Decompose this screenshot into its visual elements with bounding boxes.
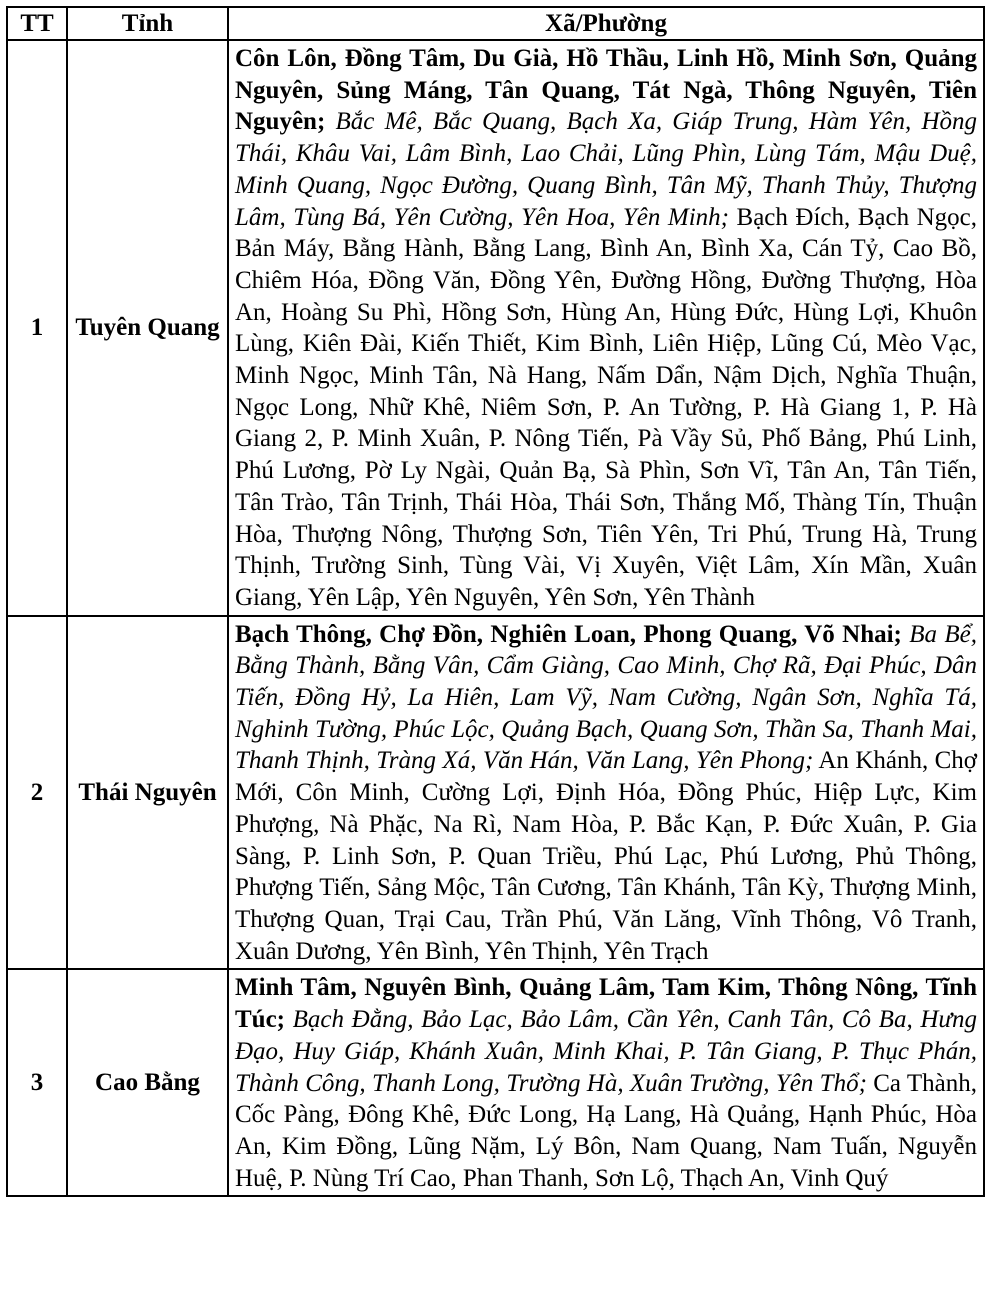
- row-number: 1: [7, 40, 67, 616]
- wards-normal: Ca Thành, Cốc Pàng, Đông Khê, Đức Long, Hạ Lang, Hà Quảng, Hạnh Phúc, Hòa An, Kim Đồng, Lũng Nặm, Lý Bôn, Nam Quang, Nam Tuấn, Nguyễn Huệ, P. Nùng Trí Cao, Phan Thanh, Sơn Lộ, Thạch An, Vinh Quý: [235, 1069, 978, 1192]
- table-row: [7, 40, 984, 616]
- wards-italic: Ba Bể, Bằng Thành, Bằng Vân, Cẩm Giàng, Cao Minh, Chợ Rã, Đại Phúc, Dân Tiến, Đồng Hỷ, La Hiên, Lam Vỹ, Nam Cường, Ngân Sơn, Nghĩa Tá, Nghinh Tường, Phúc Lộc, Quảng Bạch, Quang Sơn, Thần Sa, Thanh Mai, Thanh Thịnh, Tràng Xá, Văn Hán, Văn Lang, Yên Phong;: [235, 620, 978, 775]
- wards-table: [6, 6, 985, 1197]
- wards-normal: An Khánh, Chợ Mới, Côn Minh, Cường Lợi, Định Hóa, Đồng Phúc, Hiệp Lực, Kim Phượng, Nà Phặc, Na Rì, Nam Hòa, P. Bắc Kạn, P. Đức Xuân, P. Gia Sàng, P. Linh Sơn, P. Quan Triều, Phú Lạc, Phú Lương, Phủ Thông, Phượng Tiến, Sảng Mộc, Tân Cương, Tân Khánh, Tân Kỳ, Thượng Minh, Thượng Quan, Trại Cau, Trần Phú, Văn Lăng, Vĩnh Thông, Vô Tranh, Xuân Dương, Yên Bình, Yên Thịnh, Yên Trạch: [235, 747, 977, 965]
- header-wards: Xã/Phường: [228, 7, 984, 40]
- wards-bold: Côn Lôn, Đồng Tâm, Du Già, Hồ Thầu, Linh Hồ, Minh Sơn, Quảng Nguyên, Sủng Máng, Tân Quang, Tát Ngà, Thông Nguyên, Tiên Nguyên;: [235, 45, 977, 136]
- wards-italic: Bắc Mê, Bắc Quang, Bạch Xa, Giáp Trung, Hàm Yên, Hồng Thái, Khâu Vai, Lâm Bình, Lao Chải, Lũng Phìn, Lùng Tám, Mậu Duệ, Minh Quang, Ngọc Đường, Quang Bình, Tân Mỹ, Thanh Thủy, Thượng Lâm, Tùng Bá, Yên Cường, Yên Hoa, Yên Minh;: [235, 108, 978, 231]
- province-name: Cao Bằng: [67, 969, 228, 1196]
- wards-cell: [228, 616, 984, 970]
- table-row: [7, 616, 984, 970]
- header-province: Tỉnh: [67, 7, 228, 40]
- wards-cell: [228, 40, 984, 616]
- wards-bold: Minh Tâm, Nguyên Bình, Quảng Lâm, Tam Kim, Thông Nông, Tĩnh Túc;: [235, 974, 977, 1034]
- wards-normal: Bạch Đích, Bạch Ngọc, Bản Máy, Bằng Hành, Bằng Lang, Bình An, Bình Xa, Cán Tỷ, Cao Bồ, Chiêm Hóa, Đồng Văn, Đồng Yên, Đường Hồng, Đường Thượng, Hòa An, Hoàng Su Phì, Hồng Sơn, Hùng An, Hùng Đức, Hùng Lợi, Khuôn Lùng, Kiên Đài, Kiến Thiết, Kim Bình, Liên Hiệp, Lũng Cú, Mèo Vạc, Minh Ngọc, Minh Tân, Nà Hang, Nấm Dẩn, Nậm Dịch, Nghĩa Thuận, Ngọc Long, Nhữ Khê, Niêm Sơn, P. An Tường, P. Hà Giang 1, P. Hà Giang 2, P. Minh Xuân, P. Nông Tiến, Pà Vầy Sủ, Phố Bảng, Phú Linh, Phú Lương, Pờ Ly Ngài, Quản Bạ, Sà Phìn, Sơn Vĩ, Tân An, Tân Tiến, Tân Trào, Tân Trịnh, Thái Hòa, Thái Sơn, Thắng Mố, Thàng Tín, Thuận Hòa, Thượng Nông, Thượng Sơn, Tiên Yên, Tri Phú, Trung Hà, Trung Thịnh, Trường Sinh, Tùng Vài, Vị Xuyên, Việt Lâm, Xín Mần, Xuân Giang, Yên Lập, Yên Nguyên, Yên Sơn, Yên Thành: [235, 203, 978, 611]
- wards-italic: Bạch Đằng, Bảo Lạc, Bảo Lâm, Cần Yên, Canh Tân, Cô Ba, Hưng Đạo, Huy Giáp, Khánh Xuân, Minh Khai, P. Tân Giang, P. Thục Phán, Thành Công, Thanh Long, Trường Hà, Xuân Trường, Yên Thổ;: [235, 1006, 978, 1097]
- row-number: 3: [7, 969, 67, 1196]
- header-row: [7, 7, 984, 40]
- province-name: Thái Nguyên: [67, 616, 228, 970]
- wards-bold: Bạch Thông, Chợ Đồn, Nghiên Loan, Phong Quang, Võ Nhai;: [235, 620, 902, 648]
- header-tt: TT: [7, 7, 67, 40]
- wards-cell: [228, 969, 984, 1196]
- row-number: 2: [7, 616, 67, 970]
- province-name: Tuyên Quang: [67, 40, 228, 616]
- table-row: [7, 969, 984, 1196]
